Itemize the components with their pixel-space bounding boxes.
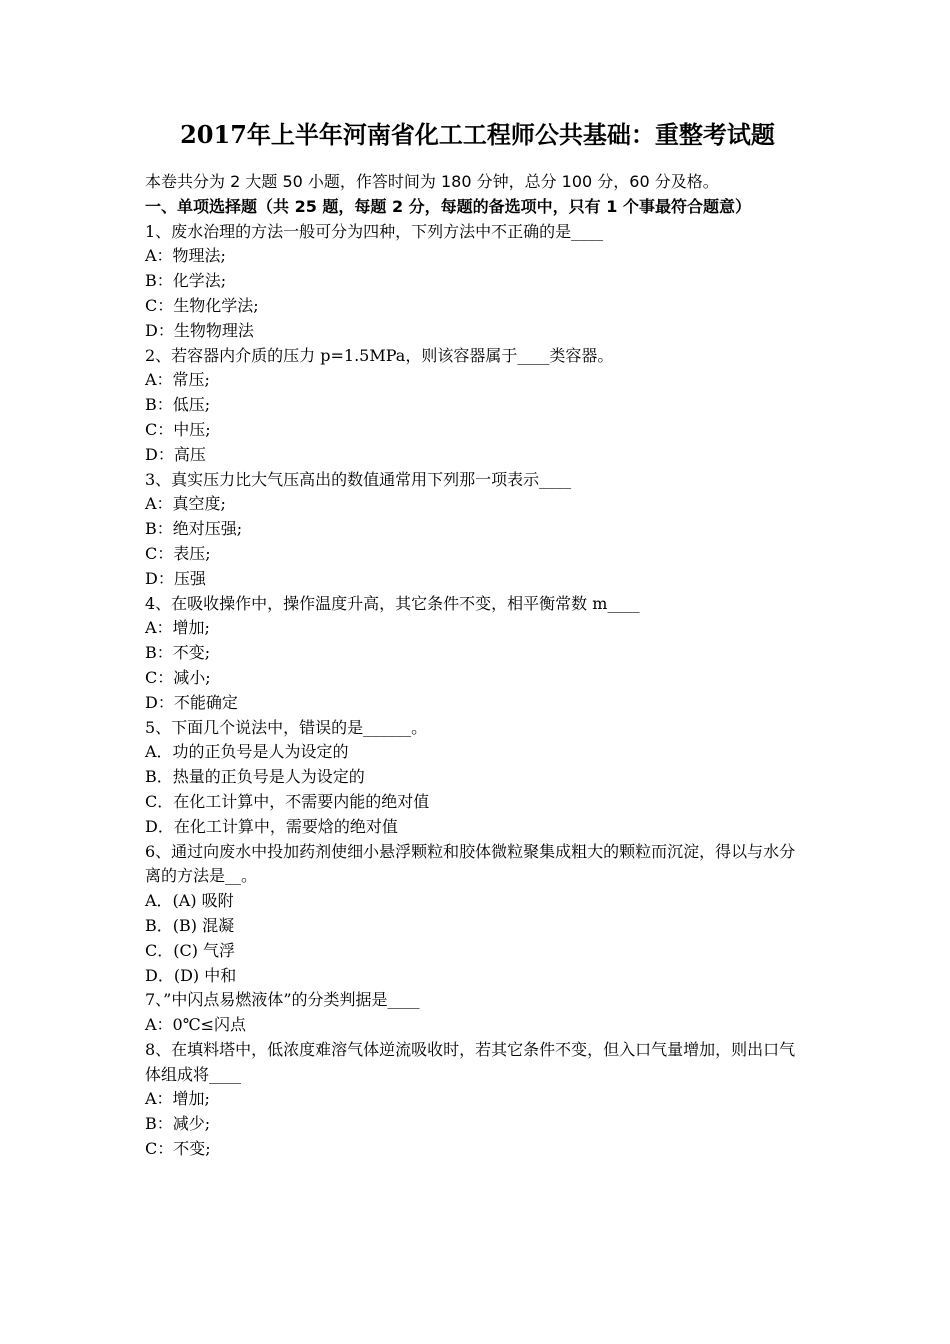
option-b: B：减少; (145, 1114, 211, 1134)
option-a: A：常压; (145, 370, 210, 390)
option-c: C．在化工计算中，不需要内能的绝对值 (145, 791, 430, 811)
option-d: D．(D) 中和 (145, 965, 237, 985)
question-2 (145, 344, 810, 468)
question-8 (145, 1038, 810, 1162)
option-d: D．在化工计算中，需要焓的绝对值 (145, 816, 398, 836)
option-c: C：生物化学法; (145, 295, 259, 315)
option-c: C：中压; (145, 419, 211, 439)
option-b: B：绝对压强; (145, 519, 243, 539)
option-d: D：生物物理法 (145, 320, 254, 340)
question-stem: 2、若容器内介质的压力 p=1.5MPa，则该容器属于____类容器。 (145, 345, 614, 365)
question-stem: 5、下面几个说法中，错误的是______。 (145, 717, 428, 737)
document-title: 2017年上半年河南省化工工程师公共基础：重整考试题 (180, 120, 775, 149)
section-heading: 一、单项选择题（共 25 题，每题 2 分，每题的备选项中，只有 1 个事最符合题意） (145, 196, 751, 216)
option-c: C：减小; (145, 667, 211, 687)
question-7 (145, 988, 810, 1038)
option-b: B：低压; (145, 395, 211, 415)
option-b: B：化学法; (145, 271, 227, 291)
option-d: D：高压 (145, 444, 206, 464)
question-stem: 7、”中闪点易燃液体”的分类判据是____ (145, 990, 420, 1010)
option-a: A：增加; (145, 1089, 210, 1109)
question-stem: 6、通过向废水中投加药剂使细小悬浮颗粒和胶体微粒聚集成粗大的颗粒而沉淀，得以与水分离的方法是__。 (145, 841, 796, 886)
option-a: A：真空度; (145, 494, 226, 514)
exam-intro: 本卷共分为 2 大题 50 小题，作答时间为 180 分钟，总分 100 分，60 分及格。 (145, 172, 719, 191)
question-4 (145, 592, 810, 716)
question-stem: 3、真实压力比大气压高出的数值通常用下列那一项表示____ (145, 469, 572, 489)
option-a: A：物理法; (145, 246, 226, 266)
option-b: B．热量的正负号是人为设定的 (145, 767, 365, 787)
option-a: A．(A) 吸附 (145, 891, 234, 911)
option-a: A：0℃≤闪点 (145, 1015, 247, 1035)
option-c: C：不变; (145, 1139, 211, 1159)
question-5 (145, 716, 810, 840)
question-stem: 1、废水治理的方法一般可分为四种，下列方法中不正确的是____ (145, 221, 604, 241)
option-c: C．(C) 气浮 (145, 940, 236, 960)
question-6 (145, 840, 810, 989)
question-stem: 4、在吸收操作中，操作温度升高，其它条件不变，相平衡常数 m____ (145, 593, 640, 613)
option-b: B：不变; (145, 643, 211, 663)
question-3 (145, 468, 810, 592)
document-page (145, 118, 810, 1162)
option-c: C：表压; (145, 543, 211, 563)
option-a: A：增加; (145, 618, 210, 638)
option-d: D：压强 (145, 568, 206, 588)
option-b: B．(B) 混凝 (145, 915, 235, 935)
option-d: D：不能确定 (145, 692, 238, 712)
question-stem: 8、在填料塔中，低浓度难溶气体逆流吸收时，若其它条件不变，但入口气量增加，则出口气体组成将____ (145, 1039, 796, 1084)
option-a: A．功的正负号是人为设定的 (145, 742, 349, 762)
question-1 (145, 220, 810, 344)
